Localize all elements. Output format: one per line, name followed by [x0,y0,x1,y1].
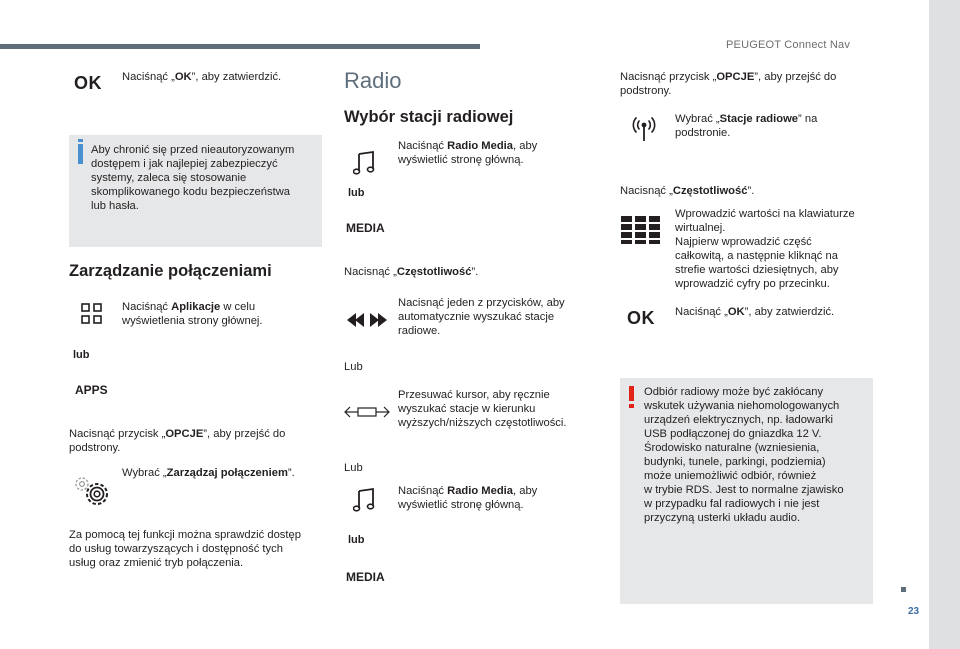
music-note-icon[interactable] [353,487,377,513]
apps-key-label[interactable]: APPS [75,383,108,397]
radio-antenna-icon[interactable] [632,114,656,142]
keypad-instruction: Wprowadzić wartości na klawiaturze wirtualnej. Najpierw wprowadzić część całkowitą, a następnie kliknąć na strefie wartości dziesiętnych, aby wprowadzić cyfry po przecinku. [675,208,855,290]
info-text: Aby chronić się przed nieautoryzowanym dostępem i jak najlepiej zabezpieczyć systemy, zaleca się stosowanie skomplikowanego kodu bezpieczeństwa lub hasła. [91,144,295,212]
section-title-radio: Radio [344,68,402,93]
virtual-keypad-icon[interactable] [621,216,661,244]
ok-button-label[interactable]: OK [74,73,102,93]
warning-box [620,378,873,604]
or-label: lub [348,187,365,199]
slider-instruction: Przesuwać kursor, aby ręcznie wyszukać stacje w kierunku wyższych/niższych częstotliwości. [398,389,567,429]
warning-text: Odbiór radiowy może być zakłócany wskutek używania niehomologowanych urządzeń elektrycznych, np. ładowarki USB podłączonej do gniazdka 12 V. Środowisko naturalne (wzniesienia, budynki, tunele, parkingi, podziemia) może uniemożliwić odbiór, również w trybie RDS. Jest to normalne zjawisko w przypadku fal radiowych i nie jest przyczyną usterki układu audio. [644,386,844,524]
warning-icon [629,386,634,401]
stations-instruction: Wybrać „Stacje radiowe” na podstronie. [675,113,818,139]
ok-button-label[interactable]: OK [627,308,655,328]
running-header: PEUGEOT Connect Nav [726,39,851,51]
frequency-instruction-radio: Nacisnąć „Częstotliwość”. [620,185,755,197]
ok-instruction: Naciśnąć „OK”, aby zatwierdzić. [675,306,835,318]
or-label: lub [73,349,90,361]
radio-media-instruction: Naciśnąć Radio Media, aby wyświetlić stronę główną. [398,140,538,166]
section-heading-station-select: Wybór stacji radiowej [344,108,514,126]
page-number: 23 [908,606,920,617]
apps-instruction: Naciśnąć Aplikacje w celu wyświetlenia strony głównej. [122,301,263,327]
manage-instruction: Wybrać „Zarządzaj połączeniem”. [122,467,295,479]
side-strip [929,0,960,649]
page-end-marker [901,587,906,592]
info-box [69,135,322,247]
radio-media-instruction-2: Naciśnąć Radio Media, aby wyświetlić stronę główną. [398,485,538,511]
or-label: Lub [344,361,363,373]
options-instruction: Nacisnąć przycisk „OPCJE”, aby przejść do podstrony. [69,428,286,454]
frequency-instruction: Nacisnąć „Częstotliwość”. [344,266,479,278]
apps-grid-icon[interactable] [81,303,103,325]
music-note-icon[interactable] [353,150,377,176]
top-rule [0,44,480,49]
seek-instruction: Nacisnąć jeden z przycisków, aby automatycznie wyszukać stacje radiowe. [398,297,565,337]
seek-arrows-icon[interactable] [347,311,387,329]
info-icon [78,144,83,164]
media-key-label-2[interactable]: MEDIA [346,570,385,584]
section-heading-connections: Zarządzanie połączeniami [69,262,272,280]
or-label: lub [348,534,365,546]
ok-instruction: Naciśnąć „OK”, aby zatwierdzić. [122,71,282,83]
frequency-slider-icon[interactable] [344,405,390,419]
manage-connection-gear-icon[interactable] [72,473,112,509]
or-label: Lub [344,462,363,474]
feature-description: Za pomocą tej funkcji można sprawdzić dostęp do usług towarzyszących i dostępność tych usług oraz zmienić tryb połączenia. [69,529,301,569]
options-instruction-radio: Nacisnąć przycisk „OPCJE”, aby przejść do podstrony. [620,71,837,97]
media-key-label[interactable]: MEDIA [346,221,385,235]
